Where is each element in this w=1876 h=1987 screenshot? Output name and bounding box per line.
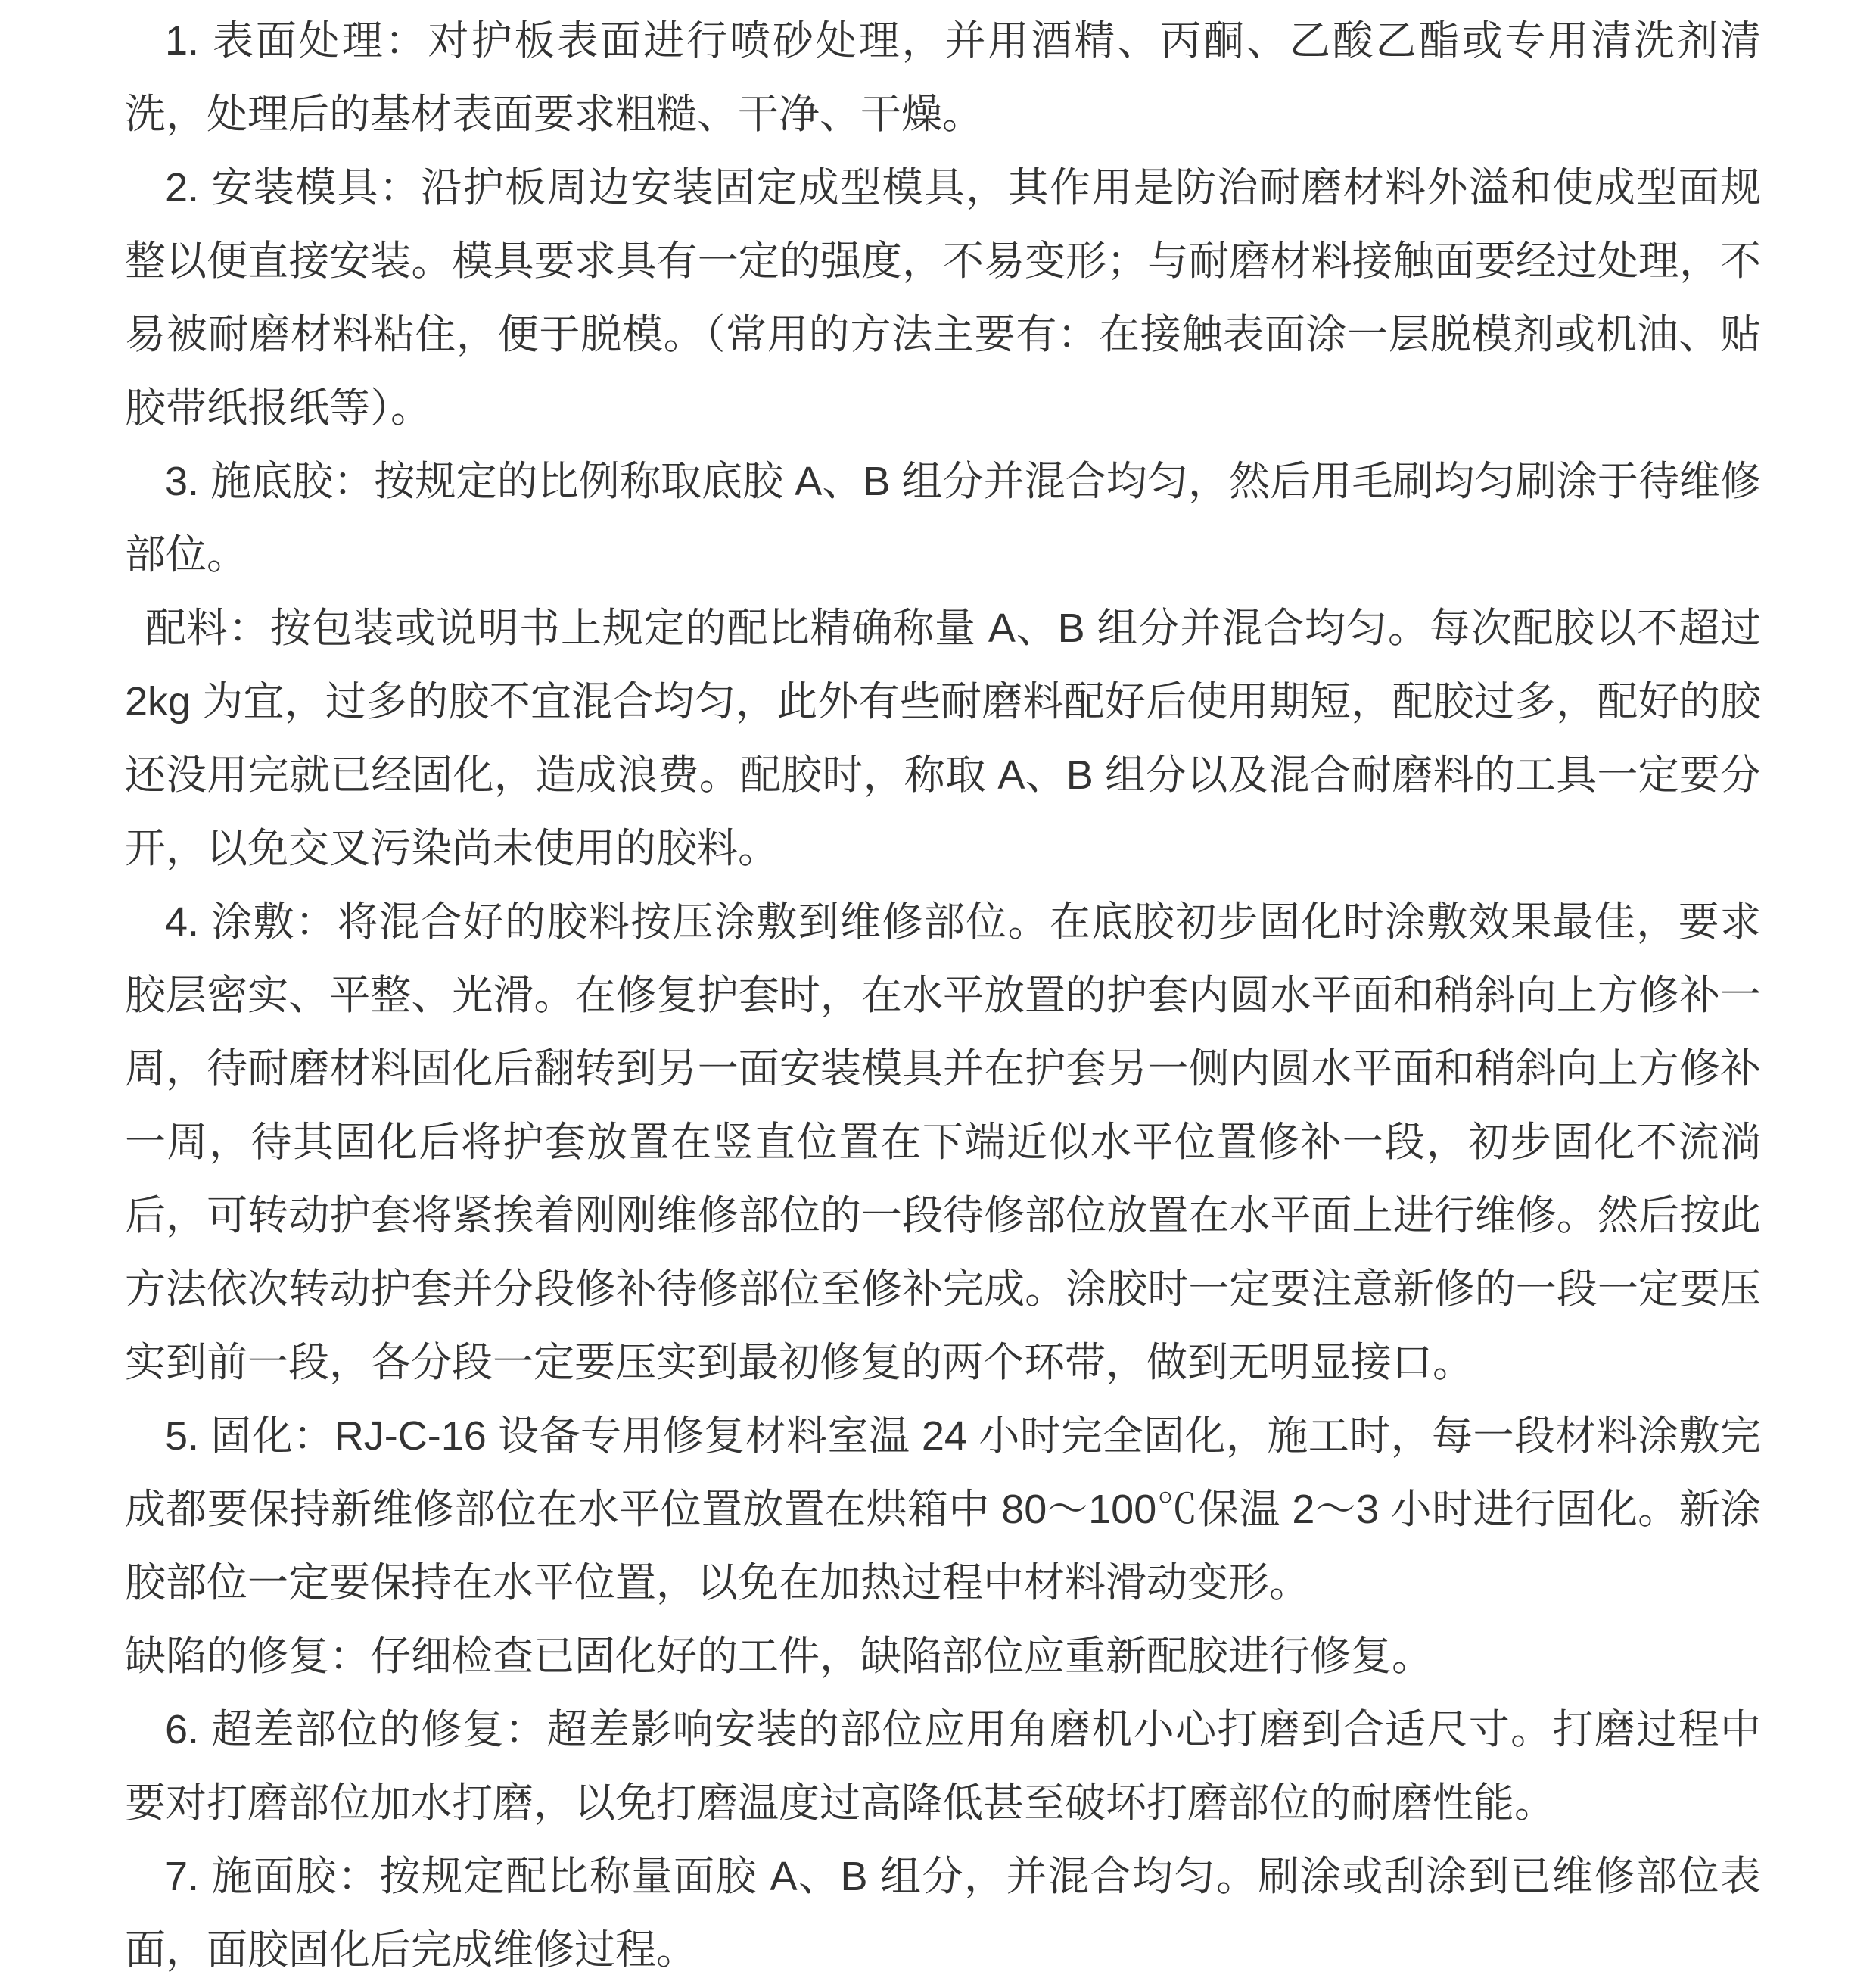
paragraph-step-2-mold-installation: 2. 安装模具：沿护板周边安装固定成型模具，其作用是防治耐磨材料外溢和使成型面规整以便直接安装。模具要求具有一定的强度，不易变形；与耐磨材料接触面要经过处理，不易被耐磨材料粘住，便于脱模。（常用的方法主要有：在接触表面涂一层脱模剂或机油、贴胶带纸报纸等）。 [125, 165, 1761, 431]
paragraph-step-6-oversize-repair: 6. 超差部位的修复：超差影响安装的部位应用角磨机小心打磨到合适尺寸。打磨过程中要对打磨部位加水打磨，以免打磨温度过高降低甚至破坏打磨部位的耐磨性能。 [125, 1707, 1761, 1826]
paragraph-step-5-curing: 5. 固化：RJ-C-16 设备专用修复材料室温 24 小时完全固化，施工时，每一段材料涂敷完成都要保持新维修部位在水平位置放置在烘箱中 80～100℃保温 2～3 小时进行固化。新涂胶部位一定要保持在水平位置，以免在加热过程中材料滑动变形。 [125, 1413, 1761, 1605]
paragraph-step-3-primer-application: 3. 施底胶：按规定的比例称取底胶 A、B 组分并混合均匀，然后用毛刷均匀刷涂于待维修部位。 [125, 459, 1761, 578]
paragraph-step-4-coating: 4. 涂敷：将混合好的胶料按压涂敷到维修部位。在底胶初步固化时涂敷效果最佳，要求胶层密实、平整、光滑。在修复护套时，在水平放置的护套内圆水平面和稍斜向上方修补一周，待耐磨材料固化后翻转到另一面安装模具并在护套另一侧内圆水平面和稍斜向上方修补一周，待其固化后将护套放置在竖直位置在下端近似水平位置修补一段，初步固化不流淌后，可转动护套将紧挨着刚刚维修部位的一段待修部位放置在水平面上进行维修。然后按此方法依次转动护套并分段修补待修部位至修补完成。涂胶时一定要注意新修的一段一定要压实到前一段，各分段一定要压实到最初修复的两个环带，做到无明显接口。 [125, 899, 1761, 1385]
paragraph-step-1-surface-treatment: 1. 表面处理：对护板表面进行喷砂处理，并用酒精、丙酮、乙酸乙酯或专用清洗剂清洗，处理后的基材表面要求粗糙、干净、干燥。 [125, 18, 1761, 137]
paragraph-step-7-topcoat: 7. 施面胶：按规定配比称量面胶 A、B 组分，并混合均匀。刷涂或刮涂到已维修部位表面，面胶固化后完成维修过程。 [125, 1854, 1761, 1973]
paragraph-mixing-instructions: 配料：按包装或说明书上规定的配比精确称量 A、B 组分并混合均匀。每次配胶以不超过 2kg 为宜，过多的胶不宜混合均匀，此外有些耐磨料配好后使用期短，配胶过多，配好的胶还没用完就已经固化，造成浪费。配胶时，称取 A、B 组分以及混合耐磨料的工具一定要分开，以免交叉污染尚未使用的胶料。 [125, 606, 1761, 871]
paragraph-defect-repair: 缺陷的修复：仔细检查已固化好的工件，缺陷部位应重新配胶进行修复。 [125, 1634, 1433, 1679]
